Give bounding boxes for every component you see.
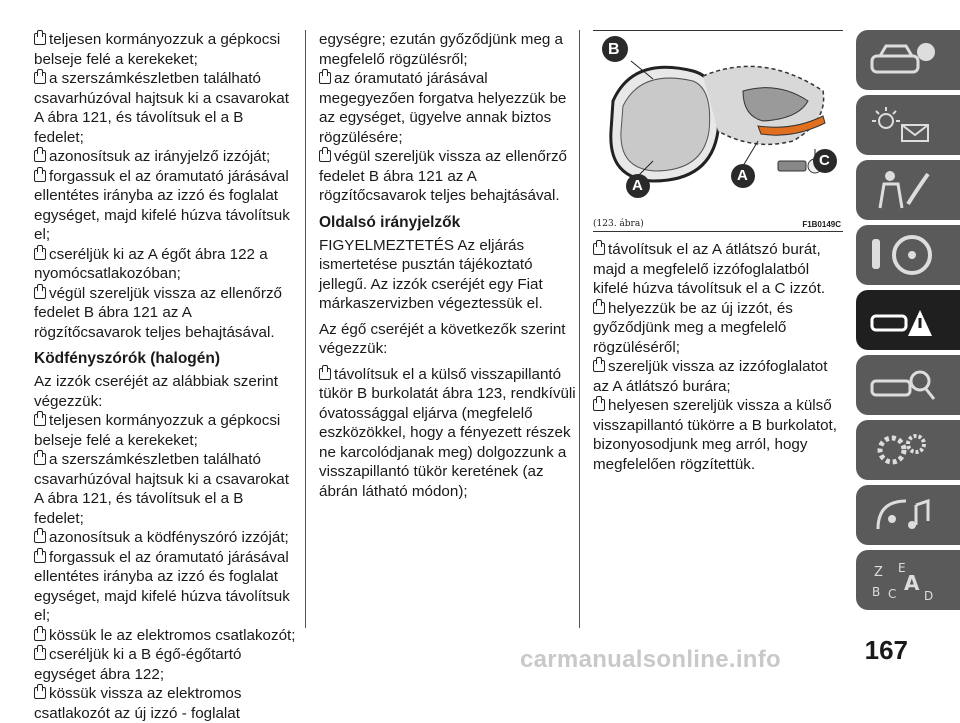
tab-multimedia[interactable] [856, 485, 960, 545]
svg-text:C: C [888, 587, 897, 601]
hand-bullet-icon [593, 243, 605, 255]
figure-label-b: B [608, 41, 620, 58]
list-item: forgassuk el az óramutató járásával ellentétes irányba az izzó és foglalat egységet, majd kifelé húzva távolítsuk el; [34, 167, 290, 243]
list-item: távolítsuk el a külső visszapillantó tükör B burkolatát ábra 123, rendkívüli óvatossággal eljárva (megfelelő eszközökkel, hogy a fényezett részek ne karcolódjanak meg) dolgozzunk a visszapillantó tükör keretének (az ábrán látható módon); [319, 365, 576, 500]
list-item: végül szereljük vissza az ellenőrző fedelet B ábra 121 az A rögzítőcsavarok teljes behajtásával. [319, 148, 567, 204]
svg-text:E: E [898, 561, 906, 575]
steering-wheel-icon [868, 233, 938, 277]
hand-bullet-icon [34, 687, 46, 699]
list-item: végül szereljük vissza az ellenőrző fedelet B ábra 121 az A rögzítőcsavarok teljes behajtásával. [34, 284, 282, 341]
column-1 [34, 30, 296, 723]
hand-bullet-icon [593, 302, 605, 314]
hand-bullet-icon [319, 72, 331, 84]
svg-text:B: B [872, 585, 881, 599]
tab-emergency[interactable] [856, 290, 960, 350]
list-item: helyesen szereljük vissza a külső visszapillantó tükörre a B burkolatot, bizonyosodjunk meg arról, hogy megfelelően rögzítettük. [593, 397, 837, 473]
hand-bullet-icon [34, 551, 46, 563]
list-item: cseréljük ki a B égő-égőtartó egységet ábra 122; [34, 646, 242, 683]
car-breakdown-icon [868, 298, 938, 342]
hand-bullet-icon [319, 368, 331, 380]
svg-text:A: A [904, 571, 920, 595]
list-item: helyezzük be az új izzót, és győződjünk meg a megfelelő rögzüléséről; [593, 299, 793, 356]
seatbelt-icon [868, 168, 938, 212]
hand-bullet-icon [34, 248, 46, 260]
list-item: kössük le az elektromos csatlakozót; [34, 626, 296, 646]
column-3 [593, 240, 843, 474]
list-item: cseréljük ki az A égőt ábra 122 a nyomócsatlakozóban; [34, 245, 268, 282]
paragraph: egységre; ezután győződjünk meg a megfelelő rögzülésről; [319, 31, 564, 68]
tab-safety[interactable] [856, 160, 960, 220]
hand-bullet-icon [319, 150, 331, 162]
figure-caption: (123. ábra) [593, 219, 644, 229]
car-info-icon [868, 38, 938, 82]
light-message-icon [868, 103, 938, 147]
list-item: az óramutató járásával megegyezően forgatva helyezzük be az egységet, ügyelve annak biztos rögzülésére; [319, 70, 567, 146]
svg-text:D: D [924, 589, 934, 602]
tab-dashboard[interactable] [856, 30, 960, 90]
list-item: azonosítsuk az irányjelző izzóját; [34, 147, 296, 167]
hand-bullet-icon [34, 33, 46, 45]
index-letters-icon [868, 558, 938, 602]
list-item: azonosítsuk a ködfényszóró izzóját; [34, 528, 296, 548]
warning-text: FIGYELMEZTETÉS Az eljárás ismertetése pusztán tájékoztató jellegű. Az izzók cseréjét egy Fiat márkaszervizben végeztessük el. [319, 236, 543, 312]
mirror-figure [593, 30, 843, 232]
list-item: a szerszámkészletben található csavarhúzóval hajtsuk ki a csavarokat A ábra 121, és távolítsuk el a B fedelet; [34, 70, 289, 146]
column-divider [305, 30, 306, 628]
hand-bullet-icon [34, 150, 46, 162]
hand-bullet-icon [593, 360, 605, 372]
list-item: kössük vissza az elektromos csatlakozót az új izzó - foglalat [34, 685, 242, 722]
list-item: teljesen kormányozzuk a gépkocsi belseje felé a kerekeket; [34, 31, 281, 68]
hand-bullet-icon [34, 287, 46, 299]
list-item: szereljük vissza az izzófoglalatot az A átlátszó burára; [593, 358, 828, 395]
section-heading: Oldalsó irányjelzők [319, 213, 461, 231]
gears-icon [868, 428, 938, 472]
section-heading: Ködfényszórók (halogén) [34, 350, 221, 367]
tab-index[interactable] [856, 550, 960, 610]
list-item: távolítsuk el az A átlátszó burát, majd a megfelelő izzófoglalatból kifelé húzva távolítsuk el a C izzót. [593, 241, 826, 297]
figure-label-c: C [819, 152, 830, 169]
svg-text:Z: Z [874, 565, 883, 580]
hand-bullet-icon [34, 648, 46, 660]
tab-driving[interactable] [856, 225, 960, 285]
hand-bullet-icon [593, 399, 605, 411]
hand-bullet-icon [34, 453, 46, 465]
multimedia-icon [868, 493, 938, 537]
list-item: a szerszámkészletben található csavarhúzóval hajtsuk ki a csavarokat A ábra 121, és távolítsuk el a B fedelet; [34, 451, 289, 527]
page-number: 167 [864, 635, 908, 665]
list-item: forgassuk el az óramutató járásával ellentétes irányba az izzó és foglalat egységet, majd kifelé húzva távolítsuk el; [34, 548, 290, 624]
figure-code: F1B0149C [802, 220, 841, 229]
tab-maintenance[interactable] [856, 355, 960, 415]
column-2 [319, 30, 577, 501]
tab-technical[interactable] [856, 420, 960, 480]
mirror-illustration [593, 31, 843, 201]
hand-bullet-icon [34, 629, 46, 641]
figure-label-a: A [737, 167, 748, 184]
watermark: carmanualsonline.info [520, 646, 782, 673]
paragraph: Az izzók cseréjét az alábbiak szerint végezzük: [34, 373, 278, 410]
chapter-tabs [856, 30, 960, 615]
tab-lights[interactable] [856, 95, 960, 155]
hand-bullet-icon [34, 531, 46, 543]
paragraph: Az égő cseréjét a következők szerint végezzük: [319, 320, 566, 357]
figure-label-a: A [632, 177, 643, 194]
car-service-icon [868, 363, 938, 407]
column-divider [579, 30, 580, 628]
hand-bullet-icon [34, 170, 46, 182]
hand-bullet-icon [34, 414, 46, 426]
hand-bullet-icon [34, 72, 46, 84]
list-item: teljesen kormányozzuk a gépkocsi belseje felé a kerekeket; [34, 412, 281, 449]
